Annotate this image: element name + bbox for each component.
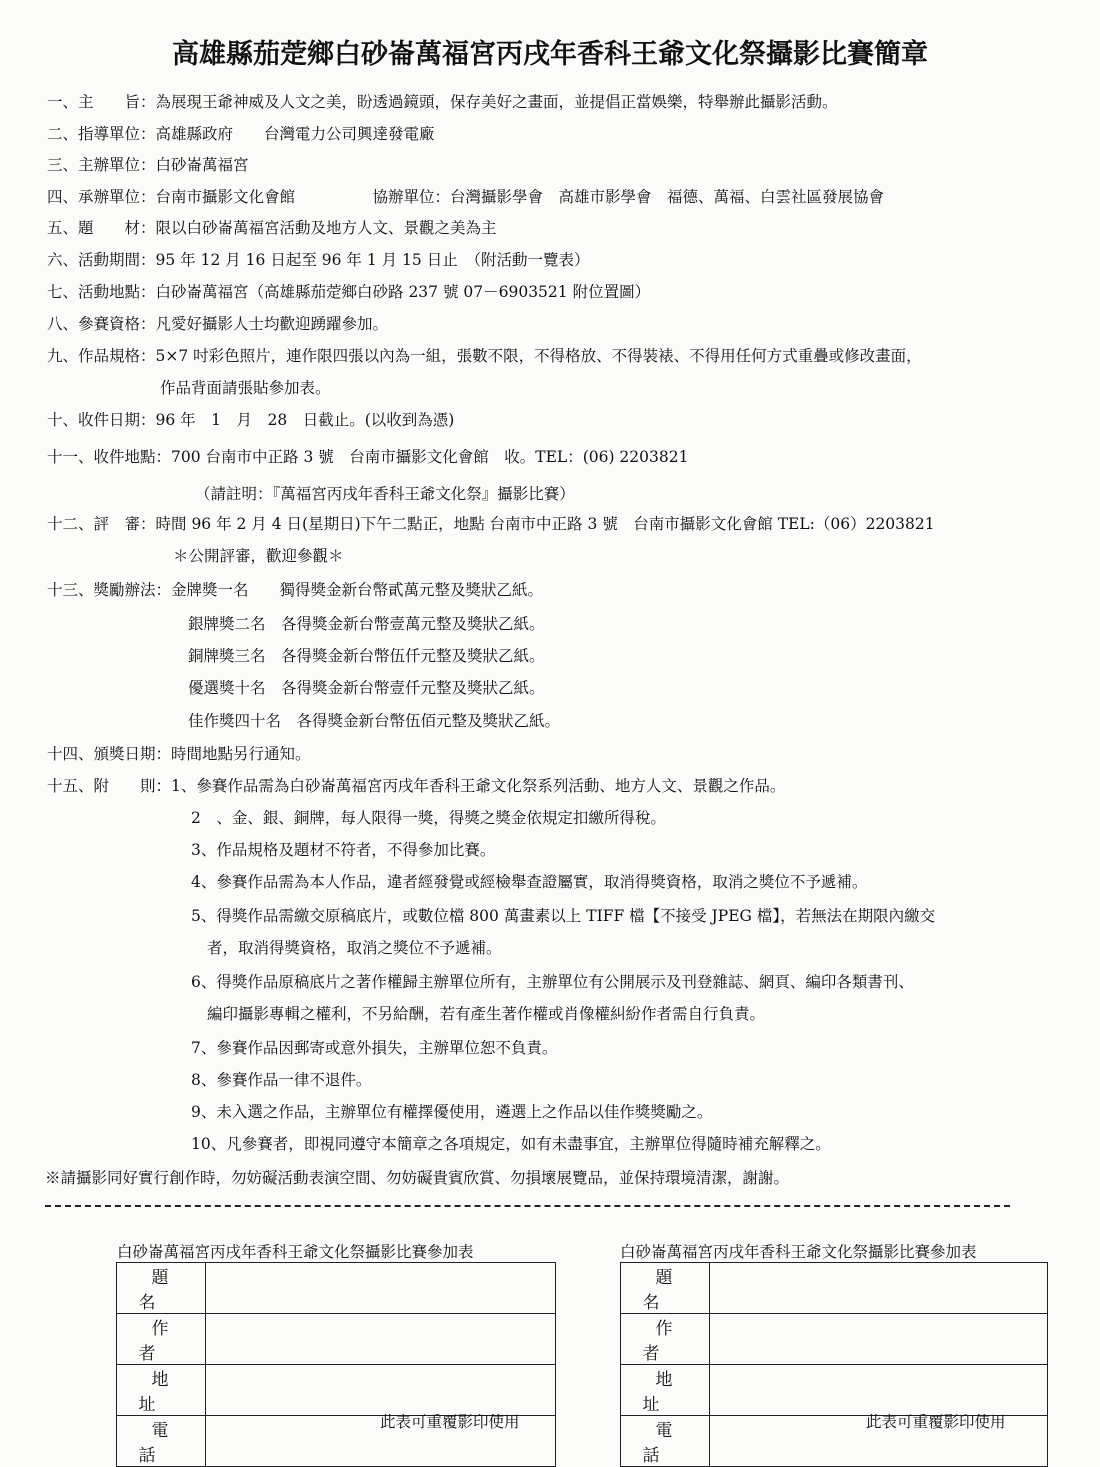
- rule-line: [191, 906, 935, 926]
- rule-line: [47, 155, 249, 175]
- rule-text: 銅牌獎三名 各得獎金新台幣伍仟元整及獎狀乙紙。: [188, 647, 545, 665]
- rule-line: [47, 92, 838, 112]
- entry-form-left[interactable]: [116, 1262, 556, 1467]
- rule-line: [188, 711, 560, 731]
- rule-text: 7、參賽作品因郵寄或意外損失，主辦單位恕不負責。: [191, 1039, 558, 1057]
- rule-line: [191, 840, 495, 860]
- rule-line: [45, 1168, 789, 1188]
- rule-label: 三、主辦單位：: [47, 156, 156, 174]
- field-input-address[interactable]: [206, 1365, 556, 1416]
- rule-text: 3、作品規格及題材不符者，不得參加比賽。: [191, 841, 496, 859]
- rule-text: 台南市攝影文化會館 協辦單位：台灣攝影學會 高雄市影學會 福德、萬福、白雲社區發展協會: [155, 188, 885, 206]
- rule-text: 8、參賽作品一律不退件。: [191, 1071, 372, 1089]
- rule-text: 9、未入選之作品，主辦單位有權擇優使用，遴選上之作品以佳作獎獎勵之。: [191, 1103, 713, 1121]
- rule-text: 為展現王爺神威及人文之美，盼透過鏡頭，保存美好之畫面，並提倡正當娛樂，特舉辦此攝影活動。: [155, 93, 838, 111]
- rule-text: 5、得獎作品需繳交原稿底片，或數位檔 800 萬畫素以上 TIFF 檔【不接受 JPEG 檔】，若無法在期限內繳交: [191, 907, 936, 925]
- rule-label: 十三、獎勵辦法：: [47, 581, 172, 599]
- rule-text: 編印攝影專輯之權利，不另給酬，若有產生著作權或肖像權糾紛作者需自行負責。: [207, 1005, 766, 1023]
- rule-line: [47, 124, 435, 144]
- rule-line: [47, 346, 922, 366]
- page-title: 高雄縣茄萣鄉白砂崙萬福宮丙戌年香科王爺文化祭攝影比賽簡章: [172, 39, 928, 70]
- rule-text: ※請攝影同好實行創作時，勿妨礙活動表演空間、勿妨礙貴賓欣賞、勿損壞展覽品，並保持環境清潔，謝謝。: [45, 1169, 790, 1187]
- form-footer-left: 此表可重覆影印使用: [380, 1413, 520, 1431]
- rule-text: 白砂崙萬福宮: [155, 156, 249, 174]
- rule-label: 四、承辦單位：: [47, 188, 156, 206]
- rule-text: 2 、金、銀、銅牌，每人限得一獎，得獎之獎金依規定扣繳所得稅。: [191, 809, 666, 827]
- rule-label: 二、指導單位：: [47, 125, 156, 143]
- form-footer-right: 此表可重覆影印使用: [866, 1413, 1006, 1431]
- rule-text: 者，取消得獎資格，取消之獎位不予遞補。: [207, 939, 502, 957]
- rule-line: [47, 580, 543, 600]
- rule-label: 七、活動地點：: [47, 283, 156, 301]
- field-input-author[interactable]: [710, 1314, 1048, 1365]
- rule-label: 六、活動期間：: [47, 251, 156, 269]
- form-caption-right: 白砂崙萬福宮丙戌年香科王爺文化祭攝影比賽參加表: [620, 1243, 977, 1261]
- field-input-title[interactable]: [710, 1263, 1048, 1314]
- rule-line: [47, 776, 785, 796]
- rule-line: [188, 678, 545, 698]
- rule-text: 700 台南市中正路 3 號 台南市攝影文化會館 收。TEL：(06) 2203821: [171, 448, 689, 466]
- field-label-title: 題名: [117, 1263, 206, 1314]
- rule-line: [47, 218, 497, 238]
- rule-text: ＊公開評審，歡迎參觀＊: [173, 547, 344, 565]
- rule-text: （請註明：『萬福宮丙戌年香科王爺文化祭』攝影比賽）: [195, 485, 575, 503]
- cut-line: [45, 1205, 1010, 1207]
- rule-line: [47, 744, 311, 764]
- rule-line: [47, 282, 650, 302]
- rule-label: 一、主 旨：: [47, 93, 156, 111]
- rule-text: 金牌獎一名 獨得獎金新台幣貳萬元整及獎狀乙紙。: [171, 581, 544, 599]
- rule-label: 十五、附 則：: [47, 777, 172, 795]
- rule-label: 十二、評 審：: [47, 515, 156, 533]
- rule-text: 95 年 12 月 16 日起至 96 年 1 月 15 日止 （附活動一覽表）: [155, 251, 590, 269]
- rule-line: [191, 1102, 712, 1122]
- rule-text: 10、凡參賽者，即視同遵守本簡章之各項規定，如有未盡事宜，主辦單位得隨時補充解釋之。: [191, 1135, 831, 1153]
- rule-line: [191, 808, 666, 828]
- rule-text: 銀牌獎二名 各得獎金新台幣壹萬元整及獎狀乙紙。: [188, 615, 545, 633]
- rule-text: 優選獎十名 各得獎金新台幣壹仟元整及獎狀乙紙。: [188, 679, 545, 697]
- field-label-phone: 電話: [117, 1416, 206, 1467]
- rule-label: 八、參賽資格：: [47, 315, 156, 333]
- rule-text: 白砂崙萬福宮（高雄縣茄萣鄉白砂路 237 號 07－6903521 附位置圖）: [155, 283, 651, 301]
- rule-line: [207, 938, 502, 958]
- field-label-title: 題名: [621, 1263, 710, 1314]
- rule-text: 凡愛好攝影人士均歡迎踴躍參加。: [155, 315, 389, 333]
- field-input-title[interactable]: [206, 1263, 556, 1314]
- rule-line: [47, 410, 454, 430]
- rule-text: 時間 96 年 2 月 4 日(星期日)下午二點正，地點 台南市中正路 3 號 台南市攝影文化會館 TEL:（06）2203821: [155, 515, 935, 533]
- rule-line: [188, 646, 545, 666]
- rule-line: [191, 1038, 557, 1058]
- rule-line: [47, 514, 935, 534]
- rule-line: [188, 614, 545, 634]
- field-label-address: 地址: [117, 1365, 206, 1416]
- rule-text: 4、參賽作品需為本人作品，違者經發覺或經檢舉查證屬實，取消得獎資格，取消之獎位不予遞補。: [191, 873, 868, 891]
- field-label-phone: 電話: [621, 1416, 710, 1467]
- rule-text: 6、得獎作品原稿底片之著作權歸主辦單位所有，主辦單位有公開展示及刊登雜誌、網頁、編印各類書刊、: [191, 973, 914, 991]
- rule-line: [160, 378, 331, 398]
- rule-line: [173, 546, 344, 566]
- rule-line: [191, 872, 867, 892]
- rule-text: 5×7 吋彩色照片，連作限四張以內為一組，張數不限，不得格放、不得裝裱、不得用任何方式重疊或修改畫面，: [155, 347, 922, 365]
- field-label-address: 地址: [621, 1365, 710, 1416]
- field-label-author: 作者: [621, 1314, 710, 1365]
- rule-text: 96 年 1 月 28 日截止。(以收到為憑): [155, 411, 455, 429]
- rule-text: 佳作獎四十名 各得獎金新台幣伍佰元整及獎狀乙紙。: [188, 712, 561, 730]
- rule-text: 1、參賽作品需為白砂崙萬福宮丙戌年香科王爺文化祭系列活動、地方人文、景觀之作品。: [171, 777, 786, 795]
- rule-line: [47, 250, 589, 270]
- rule-text: 時間地點另行通知。: [171, 745, 311, 763]
- field-input-author[interactable]: [206, 1314, 556, 1365]
- rule-label: 十一、收件地點：: [47, 448, 172, 466]
- rule-text: 限以白砂崙萬福宮活動及地方人文、景觀之美為主: [155, 219, 497, 237]
- rule-line: [191, 1134, 831, 1154]
- form-caption-left: 白砂崙萬福宮丙戌年香科王爺文化祭攝影比賽參加表: [117, 1243, 474, 1261]
- rule-label: 九、作品規格：: [47, 347, 156, 365]
- entry-form-right[interactable]: [620, 1262, 1048, 1467]
- rule-line: [47, 314, 388, 334]
- rule-line: [191, 972, 914, 992]
- rule-label: 十、收件日期：: [47, 411, 156, 429]
- rule-line: [191, 1070, 371, 1090]
- rule-line: [47, 187, 884, 207]
- field-label-author: 作者: [117, 1314, 206, 1365]
- rule-text: 作品背面請張貼參加表。: [160, 379, 331, 397]
- rule-text: 高雄縣政府 台灣電力公司興達發電廠: [155, 125, 435, 143]
- rule-label: 十四、頒獎日期：: [47, 745, 172, 763]
- rule-line: [207, 1004, 765, 1024]
- rule-label: 五、題 材：: [47, 219, 156, 237]
- rule-line: [47, 447, 688, 467]
- field-input-address[interactable]: [710, 1365, 1048, 1416]
- rule-line: [195, 484, 575, 504]
